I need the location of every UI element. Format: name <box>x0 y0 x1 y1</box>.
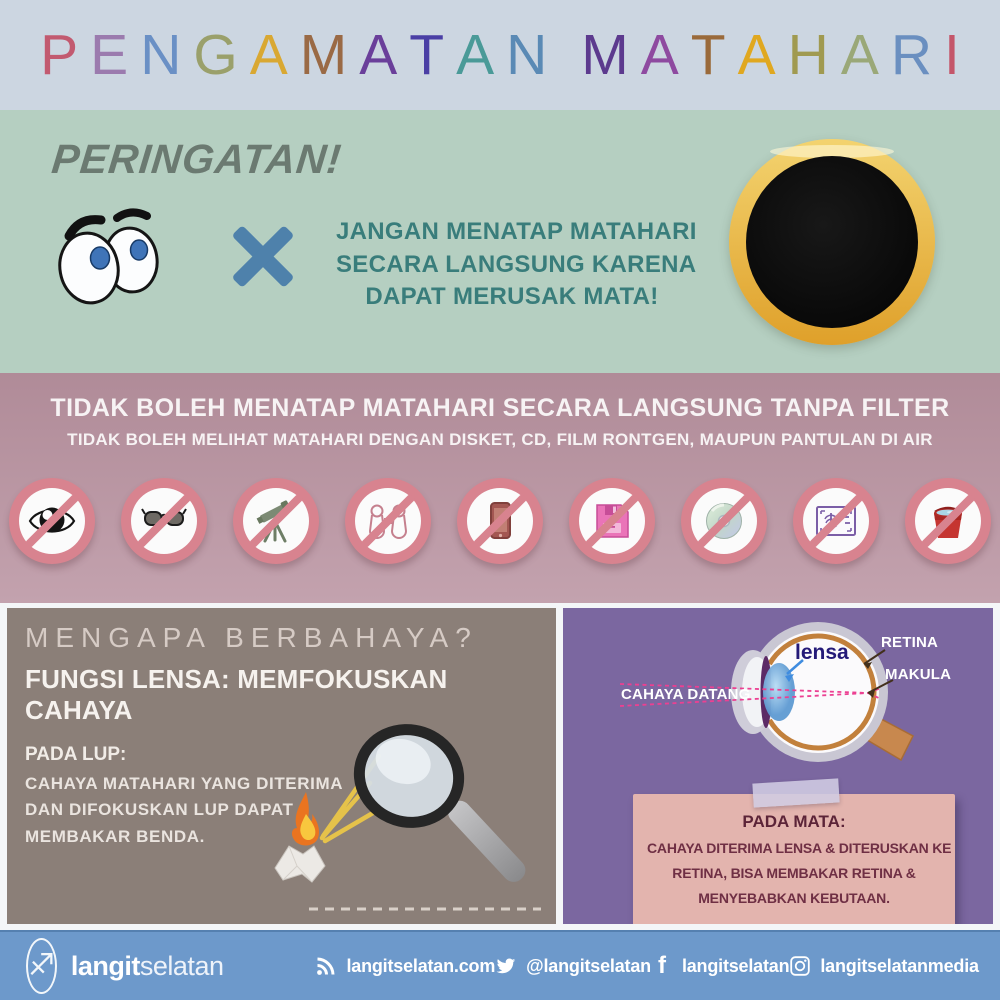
danger-heading: MENGAPA BERBAHAYA? <box>25 622 478 653</box>
title-letter: M <box>581 22 629 87</box>
no-xray-film-icon <box>793 478 879 564</box>
danger-panel <box>7 608 556 924</box>
prohibition-subheading: TIDAK BOLEH MELIHAT MATAHARI DENGAN DISKET, CD, FILM RONTGEN, MAUPUN PANTULAN DI AIR <box>67 430 933 449</box>
langitselatan-logo <box>26 938 57 994</box>
footer-link-langitselatan-com[interactable] <box>315 955 495 977</box>
title-letter: M <box>299 22 348 87</box>
no-eye-icon <box>9 478 95 564</box>
text-line: CAHAYA DITERIMA LENSA & DITERUSKAN KE <box>647 840 952 856</box>
title-letter: G <box>193 22 238 87</box>
text-line: JANGAN MENATAP MATAHARI <box>336 218 697 245</box>
title-letter: A <box>737 22 776 87</box>
note-title: PADA MATA: <box>742 812 846 831</box>
brand-light: selatan <box>139 950 224 981</box>
text-line: DAN DIFOKUSKAN LUP DAPAT <box>25 800 294 820</box>
eye-note <box>633 794 955 924</box>
no-sunglasses-icon <box>121 478 207 564</box>
explanation-row <box>0 603 1000 930</box>
footer-link-label: langitselatan.com <box>346 955 496 976</box>
footer-link-label: langitselatanmedia <box>820 955 979 976</box>
title-letter: N <box>140 22 182 87</box>
facebook-icon: f <box>657 952 666 979</box>
lup-title: PADA LUP: <box>25 744 127 765</box>
note-body <box>647 836 952 912</box>
instagram-icon <box>789 955 811 977</box>
footer-link-langitselatanmedia[interactable] <box>789 955 978 977</box>
text-line: SECARA LANGSUNG KARENA <box>336 250 697 278</box>
footer-link-label: langitselatan <box>681 955 790 976</box>
no-water-bucket-icon <box>905 478 991 564</box>
warning-message <box>336 216 697 314</box>
title-word <box>40 22 548 87</box>
text-line: MENYEBABKAN KEBUTAAN. <box>698 890 890 907</box>
footer-link-label: @langitselatan <box>526 955 651 976</box>
title-letter: T <box>409 22 445 87</box>
no-cd-icon <box>681 478 767 564</box>
solar-eclipse-illustration <box>729 139 935 345</box>
title-letter: R <box>890 22 933 87</box>
footer-link-langitselatan[interactable] <box>651 952 790 979</box>
centaur-archer-icon: ♐ <box>28 948 55 983</box>
macula-label: MAKULA <box>885 666 952 683</box>
title-word <box>581 22 960 87</box>
no-binoculars-icon <box>345 478 431 564</box>
twitter-icon <box>495 955 517 977</box>
eyes-illustration <box>52 200 166 314</box>
lens-label: lensa <box>795 641 849 664</box>
retina-label: RETINA <box>881 634 939 651</box>
prohibition-icon-row <box>0 478 1000 564</box>
title-letter: H <box>787 22 829 87</box>
no-telescope-icon <box>233 478 319 564</box>
brand-name <box>71 951 224 982</box>
footer-links <box>223 952 979 979</box>
brand-bold: langit <box>70 950 140 981</box>
title-letter: I <box>944 22 960 87</box>
poster-title <box>40 22 960 87</box>
title-letter: A <box>456 22 495 87</box>
tape-decoration <box>752 778 839 807</box>
text-line: DAPAT MERUSAK MATA! <box>365 283 659 311</box>
rss-icon <box>315 955 337 977</box>
title-letter: T <box>690 22 726 87</box>
title-letter: A <box>359 22 398 87</box>
no-floppy-disk-icon <box>569 478 655 564</box>
text-line: CAHAYA MATAHARI YANG DITERIMA <box>25 774 344 793</box>
warning-heading: PERINGATAN! <box>49 136 345 182</box>
incoming-light-label: CAHAYA DATANG <box>621 686 751 703</box>
footer-link-langitselatan[interactable] <box>495 955 651 977</box>
eclipse-dark-disk <box>746 156 918 328</box>
text-line: MEMBAKAR BENDA. <box>25 826 205 846</box>
danger-subheading: FUNGSI LENSA: MEMFOKUSKAN CAHAYA <box>25 664 448 725</box>
title-letter: N <box>506 22 548 87</box>
title-letter: A <box>640 22 679 87</box>
eye-panel <box>563 608 993 924</box>
footer <box>0 930 1000 1000</box>
cross-x-icon <box>226 216 300 290</box>
prohibition-section <box>0 373 1000 603</box>
magnifier-fire-illustration <box>7 608 556 924</box>
title-letter: E <box>90 22 129 87</box>
no-smartphone-icon <box>457 478 543 564</box>
prohibition-heading: TIDAK BOLEH MENATAP MATAHARI SECARA LANGSUNG TANPA FILTER <box>50 394 950 422</box>
warning-section <box>0 110 1000 373</box>
header <box>0 0 1000 110</box>
title-letter: A <box>840 22 879 87</box>
title-letter: A <box>249 22 288 87</box>
text-line: RETINA, BISA MEMBAKAR RETINA & <box>672 865 916 882</box>
title-letter: P <box>40 22 79 87</box>
